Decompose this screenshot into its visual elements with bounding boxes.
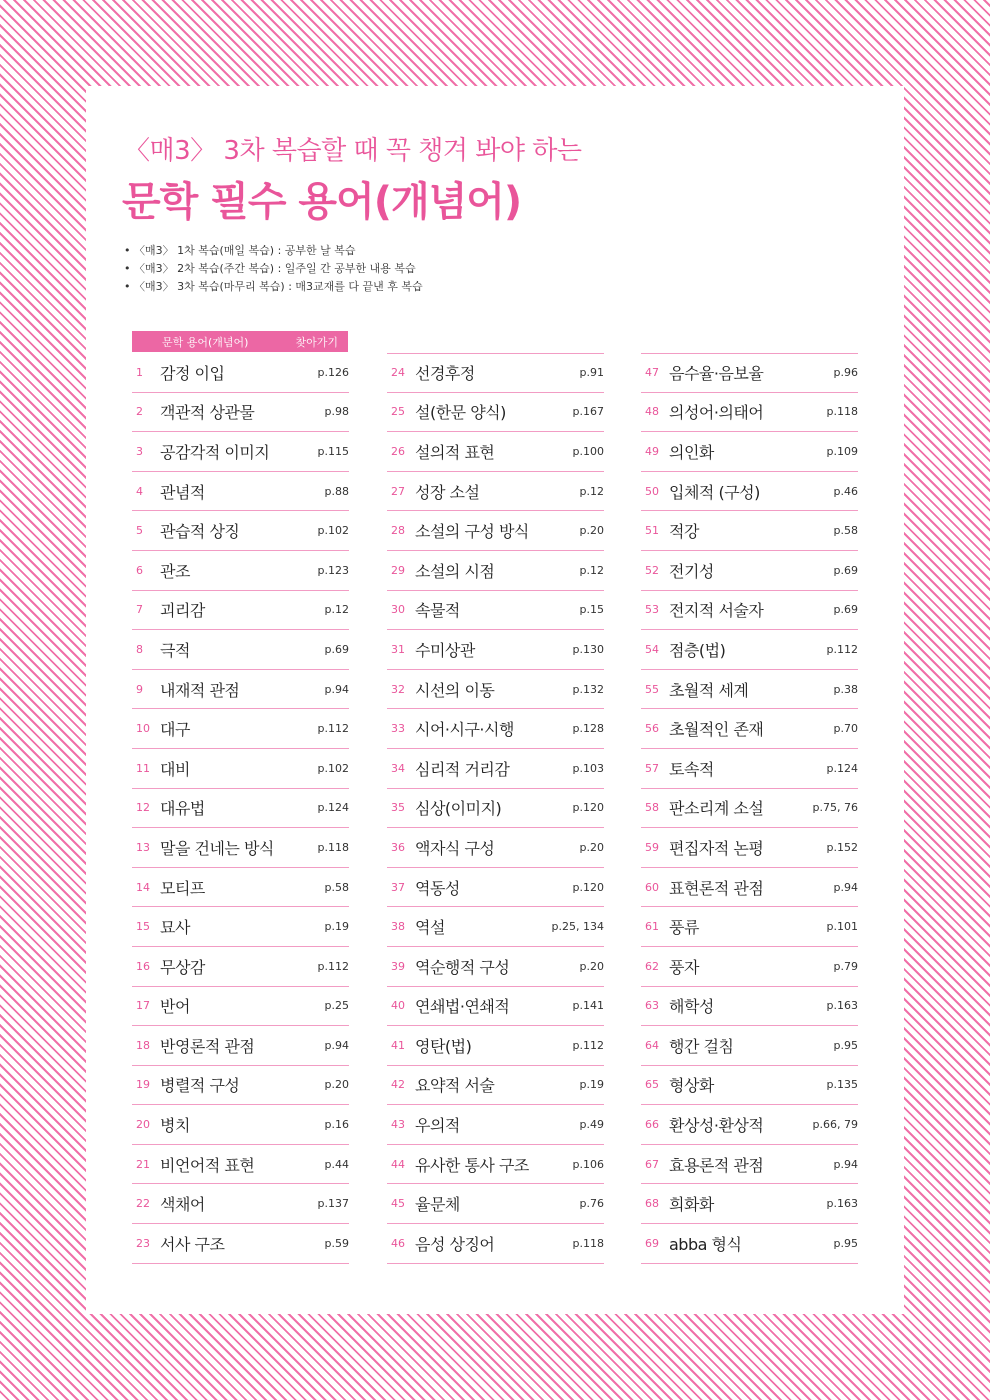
term-page: p.106 — [572, 1157, 604, 1171]
term-page: p.59 — [324, 1236, 349, 1250]
term-number: 49 — [645, 444, 659, 458]
term-name: 성장 소설 — [415, 482, 480, 502]
term-name: 설(한문 양식) — [415, 403, 506, 423]
term-number: 60 — [645, 880, 659, 894]
term-number: 61 — [645, 920, 659, 934]
term-page: p.141 — [572, 999, 604, 1013]
term-page: p.115 — [317, 444, 349, 458]
term-page: p.94 — [833, 1157, 858, 1171]
term-row — [132, 1145, 349, 1185]
term-number: 64 — [645, 1038, 659, 1052]
term-page: p.152 — [826, 840, 858, 854]
review-note: • 〈매3〉 1차 복습(매일 복습) : 공부한 날 복습 — [124, 242, 423, 260]
term-row — [132, 749, 349, 789]
term-number: 66 — [645, 1118, 659, 1132]
term-number: 48 — [645, 405, 659, 419]
term-name: 시선의 이동 — [415, 680, 495, 700]
term-page: p.91 — [579, 366, 604, 380]
term-number: 16 — [136, 959, 150, 973]
term-row — [387, 1105, 604, 1145]
term-name: 비언어적 표현 — [160, 1155, 255, 1175]
term-page: p.98 — [324, 405, 349, 419]
term-name: 소설의 구성 방식 — [415, 522, 529, 542]
term-name: 대구 — [160, 720, 190, 740]
term-page: p.20 — [579, 840, 604, 854]
term-name: 형상화 — [669, 1076, 714, 1096]
term-number: 34 — [391, 761, 405, 775]
term-page: p.102 — [317, 761, 349, 775]
term-number: 35 — [391, 801, 405, 815]
term-row — [641, 907, 858, 947]
term-row — [641, 828, 858, 868]
term-number: 40 — [391, 999, 405, 1013]
term-page: p.70 — [833, 722, 858, 736]
term-row — [641, 1026, 858, 1066]
term-page: p.112 — [572, 1038, 604, 1052]
term-number: 11 — [136, 761, 150, 775]
term-name: 말을 건네는 방식 — [160, 838, 274, 858]
term-page: p.124 — [826, 761, 858, 775]
term-row — [641, 1145, 858, 1185]
term-page: p.112 — [317, 722, 349, 736]
term-row — [641, 472, 858, 512]
term-row — [387, 393, 604, 433]
term-row — [132, 630, 349, 670]
term-name: 전기성 — [669, 561, 714, 581]
term-row — [387, 828, 604, 868]
term-name: 편집자적 논평 — [669, 838, 764, 858]
term-row — [132, 987, 349, 1027]
term-name: 행간 걸침 — [669, 1036, 734, 1056]
term-number: 63 — [645, 999, 659, 1013]
term-page: p.58 — [324, 880, 349, 894]
term-name: 음성 상징어 — [415, 1234, 495, 1254]
term-name: 관습적 상징 — [160, 522, 240, 542]
term-row — [641, 591, 858, 631]
term-name: 병치 — [160, 1116, 190, 1136]
term-number: 37 — [391, 880, 405, 894]
term-row — [641, 749, 858, 789]
table-header — [132, 331, 348, 352]
term-row — [387, 630, 604, 670]
term-row — [641, 353, 858, 393]
term-row — [641, 432, 858, 472]
term-name: 공감각적 이미지 — [160, 442, 270, 462]
term-number: 45 — [391, 1197, 405, 1211]
term-page: p.46 — [833, 484, 858, 498]
term-number: 30 — [391, 603, 405, 617]
term-row — [132, 393, 349, 433]
term-page: p.128 — [572, 722, 604, 736]
term-page: p.20 — [324, 1078, 349, 1092]
term-page: p.118 — [826, 405, 858, 419]
term-row — [132, 868, 349, 908]
term-page: p.66, 79 — [812, 1118, 858, 1132]
term-name: 요약적 서술 — [415, 1076, 495, 1096]
review-notes-list — [124, 242, 423, 296]
term-number: 53 — [645, 603, 659, 617]
term-number: 23 — [136, 1236, 150, 1250]
term-row — [641, 670, 858, 710]
term-row — [387, 511, 604, 551]
term-page: p.102 — [317, 524, 349, 538]
term-name: 희화화 — [669, 1195, 714, 1215]
term-number: 1 — [136, 365, 143, 379]
term-number: 58 — [645, 801, 659, 815]
term-page: p.75, 76 — [812, 801, 858, 815]
term-page: p.12 — [579, 484, 604, 498]
term-row — [132, 353, 349, 393]
term-name: 반영론적 관점 — [160, 1036, 255, 1056]
term-row — [132, 1224, 349, 1264]
term-name: 역순행적 구성 — [415, 957, 510, 977]
term-number: 24 — [391, 366, 405, 380]
term-number: 9 — [136, 682, 143, 696]
term-name: 심리적 거리감 — [415, 759, 510, 779]
term-number: 33 — [391, 722, 405, 736]
term-name: 심상(이미지) — [415, 799, 502, 819]
term-name: 선경후정 — [415, 364, 475, 384]
term-name: 적강 — [669, 522, 699, 542]
term-row — [641, 511, 858, 551]
term-number: 17 — [136, 999, 150, 1013]
term-row — [641, 987, 858, 1027]
term-page: p.123 — [317, 563, 349, 577]
term-page: p.137 — [317, 1197, 349, 1211]
term-name: 초월적인 존재 — [669, 720, 764, 740]
table-header-page: 찾아가기 — [295, 335, 338, 349]
term-number: 38 — [391, 920, 405, 934]
term-name: 수미상관 — [415, 640, 475, 660]
term-number: 20 — [136, 1118, 150, 1132]
term-number: 29 — [391, 563, 405, 577]
term-name: 역설 — [415, 918, 445, 938]
term-page: p.20 — [579, 959, 604, 973]
term-row — [387, 709, 604, 749]
term-row — [387, 670, 604, 710]
term-page: p.16 — [324, 1118, 349, 1132]
term-row — [641, 868, 858, 908]
term-number: 43 — [391, 1118, 405, 1132]
term-number: 12 — [136, 801, 150, 815]
term-row — [641, 947, 858, 987]
term-name: 설의적 표현 — [415, 442, 495, 462]
term-name: 역동성 — [415, 878, 460, 898]
term-page: p.79 — [833, 959, 858, 973]
term-name: 효용론적 관점 — [669, 1155, 764, 1175]
term-page: p.118 — [317, 840, 349, 854]
term-page: p.94 — [324, 682, 349, 696]
term-number: 54 — [645, 642, 659, 656]
term-page: p.95 — [833, 1236, 858, 1250]
term-name: 풍자 — [669, 957, 699, 977]
term-page: p.135 — [826, 1078, 858, 1092]
term-page: p.120 — [572, 801, 604, 815]
term-number: 47 — [645, 366, 659, 380]
term-number: 25 — [391, 405, 405, 419]
term-number: 36 — [391, 840, 405, 854]
term-row — [641, 1066, 858, 1106]
term-column-1 — [132, 353, 349, 1264]
page-subtitle: 〈매3〉 3차 복습할 때 꼭 챙겨 봐야 하는 — [124, 136, 582, 166]
term-number: 2 — [136, 405, 143, 419]
term-page: p.38 — [833, 682, 858, 696]
term-row — [132, 1066, 349, 1106]
term-page: p.25, 134 — [551, 920, 604, 934]
term-row — [132, 591, 349, 631]
term-name: 판소리계 소설 — [669, 799, 764, 819]
term-row — [387, 749, 604, 789]
term-number: 21 — [136, 1157, 150, 1171]
term-number: 7 — [136, 603, 143, 617]
term-number: 69 — [645, 1236, 659, 1250]
term-number: 65 — [645, 1078, 659, 1092]
term-name: abba 형식 — [669, 1234, 742, 1254]
term-number: 26 — [391, 444, 405, 458]
term-number: 8 — [136, 642, 143, 656]
term-name: 전지적 서술자 — [669, 601, 764, 621]
term-name: 영탄(법) — [415, 1036, 472, 1056]
review-note: • 〈매3〉 3차 복습(마무리 복습) : 매3교재를 다 끝낸 후 복습 — [124, 278, 423, 296]
term-page: p.101 — [826, 920, 858, 934]
term-row — [132, 947, 349, 987]
term-row — [641, 709, 858, 749]
term-name: 묘사 — [160, 918, 190, 938]
term-row — [641, 1224, 858, 1264]
term-name: 입체적 (구성) — [669, 482, 760, 502]
term-page: p.163 — [826, 999, 858, 1013]
term-number: 5 — [136, 524, 143, 538]
term-name: 무상감 — [160, 957, 205, 977]
term-name: 초월적 세계 — [669, 680, 749, 700]
term-number: 41 — [391, 1038, 405, 1052]
term-row — [387, 472, 604, 512]
term-row — [387, 1026, 604, 1066]
term-row — [387, 789, 604, 829]
term-page: p.132 — [572, 682, 604, 696]
term-name: 의성어·의태어 — [669, 403, 764, 423]
term-row — [132, 789, 349, 829]
term-name: 음수율·음보율 — [669, 364, 764, 384]
term-page: p.88 — [324, 484, 349, 498]
term-row — [387, 1066, 604, 1106]
term-number: 19 — [136, 1078, 150, 1092]
table-header-term: 문학 용어(개념어) — [162, 335, 249, 349]
term-row — [132, 670, 349, 710]
term-row — [641, 1184, 858, 1224]
term-name: 토속적 — [669, 759, 714, 779]
term-number: 39 — [391, 959, 405, 973]
term-page: p.19 — [324, 920, 349, 934]
term-row — [387, 907, 604, 947]
term-page: p.44 — [324, 1157, 349, 1171]
term-name: 우의적 — [415, 1116, 460, 1136]
term-name: 액자식 구성 — [415, 838, 495, 858]
term-page: p.12 — [579, 563, 604, 577]
term-number: 28 — [391, 524, 405, 538]
term-name: 시어·시구·시행 — [415, 720, 514, 740]
term-row — [132, 511, 349, 551]
term-row — [641, 789, 858, 829]
term-row — [387, 947, 604, 987]
term-page: p.112 — [317, 959, 349, 973]
term-row — [387, 591, 604, 631]
term-page: p.103 — [572, 761, 604, 775]
term-row — [641, 393, 858, 433]
term-name: 모티프 — [160, 878, 205, 898]
term-number: 62 — [645, 959, 659, 973]
term-name: 대유법 — [160, 799, 205, 819]
term-name: 병렬적 구성 — [160, 1076, 240, 1096]
term-name: 연쇄법·연쇄적 — [415, 997, 510, 1017]
term-row — [132, 907, 349, 947]
term-number: 18 — [136, 1038, 150, 1052]
term-number: 4 — [136, 484, 143, 498]
term-row — [641, 1105, 858, 1145]
term-page: p.69 — [833, 563, 858, 577]
page-title: 문학 필수 용어(개념어) — [122, 179, 522, 225]
term-page: p.19 — [579, 1078, 604, 1092]
term-row — [387, 868, 604, 908]
term-page: p.49 — [579, 1118, 604, 1132]
term-name: 관념적 — [160, 482, 205, 502]
term-page: p.95 — [833, 1038, 858, 1052]
term-number: 57 — [645, 761, 659, 775]
term-number: 52 — [645, 563, 659, 577]
term-page: p.124 — [317, 801, 349, 815]
term-row — [132, 709, 349, 749]
term-page: p.94 — [324, 1038, 349, 1052]
page-content — [86, 86, 904, 1314]
term-number: 27 — [391, 484, 405, 498]
term-column-3 — [641, 353, 858, 1264]
term-number: 68 — [645, 1197, 659, 1211]
term-name: 속물적 — [415, 601, 460, 621]
term-number: 31 — [391, 642, 405, 656]
term-column-2 — [387, 353, 604, 1264]
term-name: 괴리감 — [160, 601, 205, 621]
term-name: 색채어 — [160, 1195, 205, 1215]
term-name: 점층(법) — [669, 640, 726, 660]
term-name: 서사 구조 — [160, 1234, 225, 1254]
term-number: 44 — [391, 1157, 405, 1171]
term-name: 극적 — [160, 640, 190, 660]
term-page: p.69 — [833, 603, 858, 617]
term-name: 해학성 — [669, 997, 714, 1017]
term-page: p.126 — [317, 365, 349, 379]
term-page: p.58 — [833, 524, 858, 538]
term-page: p.120 — [572, 880, 604, 894]
term-number: 22 — [136, 1197, 150, 1211]
term-row — [387, 353, 604, 393]
term-row — [387, 1145, 604, 1185]
term-number: 3 — [136, 444, 143, 458]
term-page: p.112 — [826, 642, 858, 656]
term-row — [387, 1184, 604, 1224]
term-number: 55 — [645, 682, 659, 696]
term-number: 56 — [645, 722, 659, 736]
term-number: 51 — [645, 524, 659, 538]
term-name: 감정 이입 — [160, 363, 225, 383]
term-name: 율문체 — [415, 1195, 460, 1215]
term-number: 10 — [136, 722, 150, 736]
term-row — [387, 1224, 604, 1264]
term-name: 대비 — [160, 759, 190, 779]
term-name: 의인화 — [669, 442, 714, 462]
term-name: 소설의 시점 — [415, 561, 495, 581]
term-row — [132, 1184, 349, 1224]
term-page: p.15 — [579, 603, 604, 617]
term-page: p.69 — [324, 642, 349, 656]
term-number: 46 — [391, 1236, 405, 1250]
term-name: 유사한 통사 구조 — [415, 1155, 529, 1175]
term-page: p.109 — [826, 444, 858, 458]
term-row — [132, 472, 349, 512]
term-page: p.76 — [579, 1197, 604, 1211]
term-number: 42 — [391, 1078, 405, 1092]
term-row — [387, 987, 604, 1027]
term-number: 6 — [136, 563, 143, 577]
term-page: p.20 — [579, 524, 604, 538]
term-number: 15 — [136, 920, 150, 934]
term-page: p.25 — [324, 999, 349, 1013]
term-page: p.96 — [833, 366, 858, 380]
term-number: 50 — [645, 484, 659, 498]
term-name: 반어 — [160, 997, 190, 1017]
term-number: 59 — [645, 840, 659, 854]
term-number: 14 — [136, 880, 150, 894]
term-row — [132, 551, 349, 591]
term-row — [132, 432, 349, 472]
term-number: 13 — [136, 840, 150, 854]
term-name: 환상성·환상적 — [669, 1116, 764, 1136]
term-name: 관조 — [160, 561, 190, 581]
term-row — [387, 551, 604, 591]
term-name: 표현론적 관점 — [669, 878, 764, 898]
term-name: 풍류 — [669, 918, 699, 938]
term-row — [641, 551, 858, 591]
term-name: 객관적 상관물 — [160, 403, 255, 423]
term-page: p.163 — [826, 1197, 858, 1211]
term-page: p.100 — [572, 444, 604, 458]
term-page: p.118 — [572, 1236, 604, 1250]
term-row — [132, 828, 349, 868]
term-page: p.130 — [572, 642, 604, 656]
term-row — [387, 432, 604, 472]
term-row — [132, 1026, 349, 1066]
term-page: p.94 — [833, 880, 858, 894]
term-number: 32 — [391, 682, 405, 696]
term-name: 내재적 관점 — [160, 680, 240, 700]
term-page: p.167 — [572, 405, 604, 419]
term-row — [132, 1105, 349, 1145]
term-row — [641, 630, 858, 670]
term-page: p.12 — [324, 603, 349, 617]
review-note: • 〈매3〉 2차 복습(주간 복습) : 일주일 간 공부한 내용 복습 — [124, 260, 423, 278]
term-number: 67 — [645, 1157, 659, 1171]
